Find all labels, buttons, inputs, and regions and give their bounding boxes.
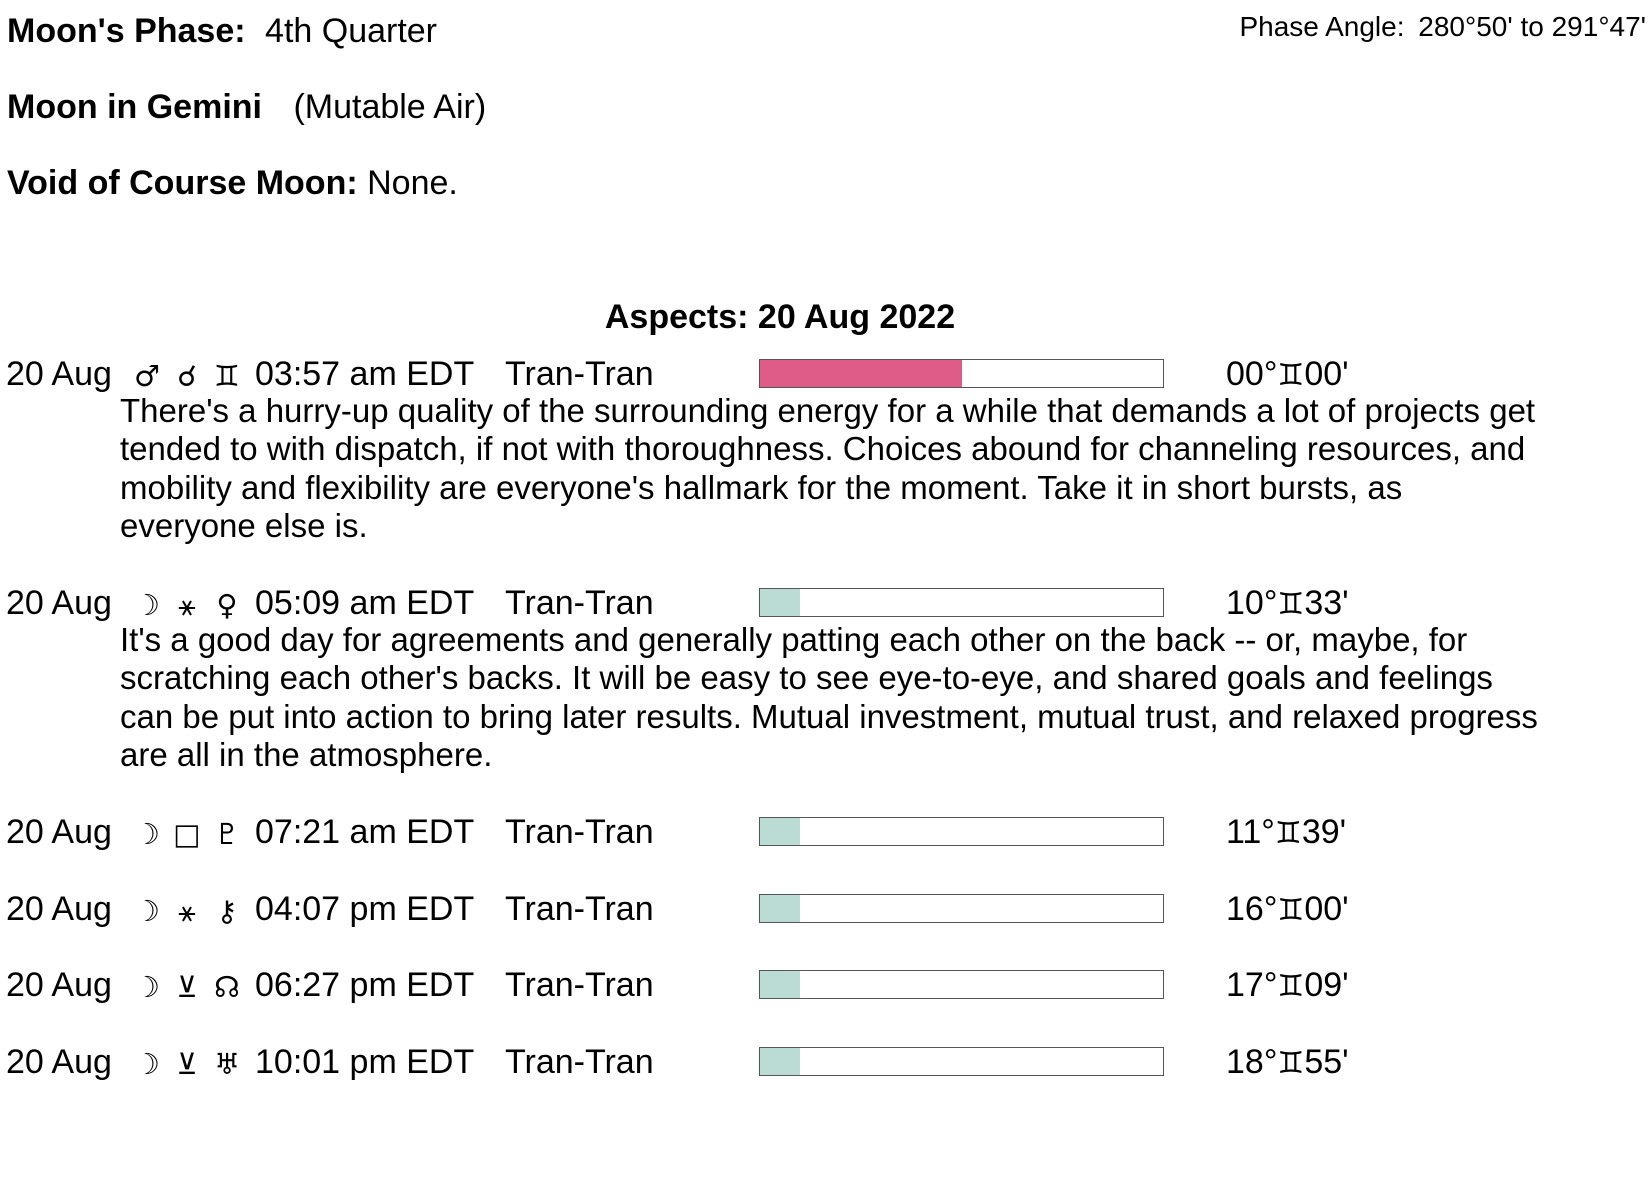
strength-bar-fill [760,895,800,922]
moon-icon: ☽ [134,817,162,851]
moon-sign-label: Moon in Gemini [7,88,262,126]
aspect-date: 20 Aug [6,813,112,851]
sextile-icon: ⚹ [178,588,198,622]
semisextile-icon: ⊻ [176,970,200,1004]
position-minutes: 00' [1304,355,1349,393]
aspect-type: Tran-Tran [505,1043,654,1081]
aspect-glyphs [128,814,248,854]
gemini-icon: ♊ [1277,969,1305,1004]
moon-phase-value: 4th Quarter [265,12,438,50]
aspect-time: 05:09 am EDT [255,584,475,622]
position-minutes: 09' [1304,966,1349,1004]
position-degree: 18° [1226,1043,1278,1081]
aspect-glyphs [128,585,248,625]
aspect-type: Tran-Tran [505,813,654,851]
moon-sign-line [7,87,486,127]
aspect-type: Tran-Tran [505,584,654,622]
gemini-icon: ♊ [1277,893,1305,928]
void-of-course-line [7,163,458,203]
strength-bar [759,1047,1164,1076]
aspect-time: 10:01 pm EDT [255,1043,475,1081]
gemini-icon: ♊ [1277,358,1305,393]
aspect-type: Tran-Tran [505,890,654,928]
position-degree: 00° [1226,355,1278,393]
strength-bar-fill [760,360,962,387]
void-of-course-label: Void of Course Moon: [7,164,358,202]
aspect-description: There's a hurry-up quality of the surrounding energy for a while that demands a lot of projects get tended to with dispatch, if not with thoroughness. Choices abound for channeling resources, and mobility and flexibility are everyone's hallmark for the moment. Take it in short bursts, as everyone else is. [120,392,1536,544]
aspect-glyphs [128,891,248,931]
strength-bar [759,894,1164,923]
strength-bar-fill [760,971,800,998]
moon-icon: ☽ [134,1047,162,1081]
strength-bar-fill [760,589,800,616]
position-minutes: 33' [1304,584,1349,622]
aspect-time: 07:21 am EDT [255,813,475,851]
position-minutes: 00' [1304,890,1349,928]
strength-bar [759,588,1164,617]
pluto-icon: ♇ [214,817,242,851]
aspect-position [1226,1042,1349,1084]
gemini-icon: ♊ [1274,816,1302,851]
moon-icon: ☽ [134,588,162,622]
aspect-position [1226,354,1349,396]
aspects-title: Aspects: 20 Aug 2022 [604,298,956,336]
moon-icon: ☽ [134,894,162,928]
venus-icon: ♀ [216,588,240,622]
aspect-glyphs [128,967,248,1007]
chiron-icon: ⚷ [216,894,240,928]
moon-icon: ☽ [134,970,162,1004]
void-of-course-value: None. [367,164,458,202]
gemini-icon: ♊ [214,359,242,393]
aspect-time: 04:07 pm EDT [255,890,475,928]
position-degree: 10° [1226,584,1278,622]
semisextile-icon: ⊻ [176,1047,200,1081]
aspect-glyphs [128,1044,248,1084]
aspect-glyphs [128,356,248,396]
aspect-date: 20 Aug [6,584,112,622]
aspect-type: Tran-Tran [505,966,654,1004]
uranus-icon: ♅ [214,1047,242,1081]
aspect-date: 20 Aug [6,1043,112,1081]
aspect-date: 20 Aug [6,890,112,928]
aspect-time: 06:27 pm EDT [255,966,475,1004]
strength-bar [759,817,1164,846]
conjunction-icon: ☌ [177,359,199,393]
position-degree: 17° [1226,966,1278,1004]
phase-angle-value: 280°50' to 291°47' [1418,11,1646,42]
mars-icon: ♂ [134,359,162,393]
square-icon: □ [173,817,203,851]
position-minutes: 55' [1304,1043,1349,1081]
moon-phase-line [7,11,437,51]
aspect-type: Tran-Tran [505,355,654,393]
moon-phase-label: Moon's Phase: [7,12,246,50]
north-node-icon: ☊ [214,970,242,1004]
gemini-icon: ♊ [1277,587,1305,622]
strength-bar [759,359,1164,388]
aspect-position [1226,583,1349,625]
phase-angle-label: Phase Angle: [1239,11,1405,42]
strength-bar [759,970,1164,999]
aspect-time: 03:57 am EDT [255,355,475,393]
aspect-date: 20 Aug [6,966,112,1004]
gemini-icon: ♊ [1277,1046,1305,1081]
aspect-position [1226,965,1349,1007]
position-minutes: 39' [1301,813,1347,851]
strength-bar-fill [760,818,800,845]
phase-angle [1239,10,1646,44]
aspect-position [1226,812,1346,854]
aspect-position [1226,889,1349,931]
moon-sign-quality: (Mutable Air) [293,88,487,126]
strength-bar-fill [760,1048,800,1075]
position-degree: 16° [1226,890,1278,928]
sextile-icon: ⚹ [178,894,198,928]
aspect-description: It's a good day for agreements and generally patting each other on the back -- or, maybe, for scratching each other's backs. It will be easy to see eye-to-eye, and shared goals and feelings can be put into action to bring later results. Mutual investment, mutual trust, and relaxed progress are all in the atmosphere. [120,621,1538,773]
position-degree: 11° [1226,813,1275,851]
aspect-date: 20 Aug [6,355,112,393]
